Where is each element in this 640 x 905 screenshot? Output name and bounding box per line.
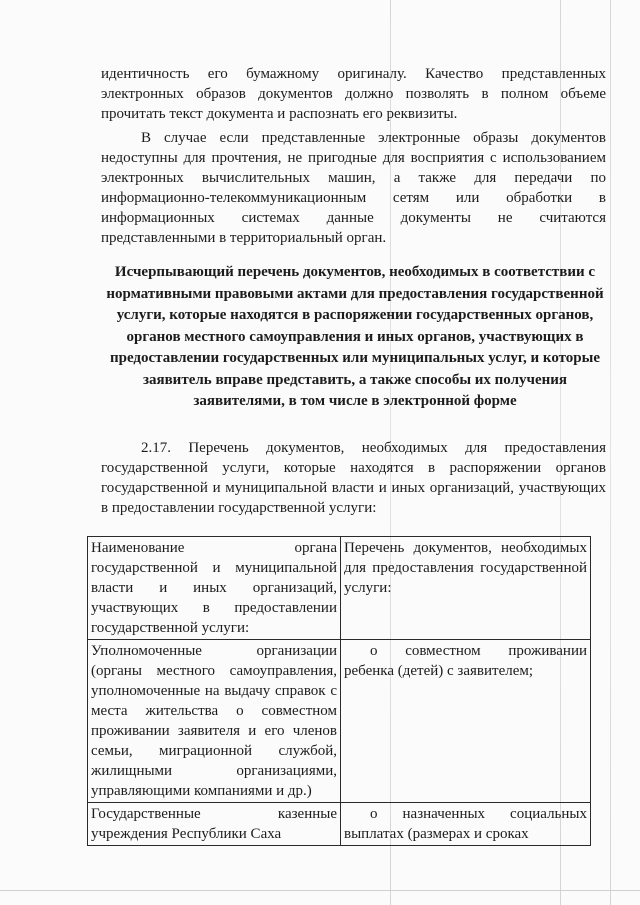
paragraph-2-17: 2.17. Перечень документов, необходимых для предоставления государственной услуги, которые находятся в распоряжении органов государственной и муниципальной власти и иных организаций, участвующих в предоставлении государственной услуги: bbox=[101, 440, 606, 516]
table-header-organ: Наименование органа государственной и муниципальной власти и иных организаций, участвующих в предоставлении государственной услуги: bbox=[88, 537, 341, 640]
section-heading: Исчерпывающий перечень документов, необходимых в соответствии с нормативными правовыми актами для предоставления государственной услуги, которые находятся в распоряжении государственных органов, органов местного самоуправления и иных органов, участвующих в предоставлении государственных или муниципальных услуг, и которые заявитель вправе представить, а также способы их получения заявителями, в том числе в электронной форме bbox=[106, 264, 604, 409]
table-cell-documents: о совместном проживании ребенка (детей) с заявителем; bbox=[341, 640, 591, 803]
page-bottom-edge bbox=[0, 890, 640, 891]
paragraph-unreadable-documents: В случае если представленные электронные образы документов недоступны для прочтения, не пригодные для восприятия с использованием электронных вычислительных машин, а также для передачи по информационно-телекоммуникационным сетям или обработки в информационных системах данные документы не считаются представленными в территориальный орган. bbox=[101, 130, 606, 246]
table-cell-organ: Уполномоченные организации (органы местного самоуправления, уполномоченные на выдачу справок с места жительства о совместном проживании заявителя и его членов семьи, миграционной службой, жилищными организациями, управляющими компаниями и др.) bbox=[88, 640, 341, 803]
table-row bbox=[88, 803, 591, 846]
paragraph-document-identity: идентичность его бумажному оригиналу. Качество представленных электронных образов документов должно позволять в полном объеме прочитать текст документа и распознать его реквизиты. bbox=[101, 66, 606, 122]
page-fold-line bbox=[610, 0, 611, 905]
table-row bbox=[88, 640, 591, 803]
table-cell-organ: Государственные казенные учреждения Республики Саха bbox=[88, 803, 341, 846]
table-cell-documents: о назначенных социальных выплатах (размерах и сроках bbox=[341, 803, 591, 846]
table-header-row bbox=[88, 537, 591, 640]
table-header-documents: Перечень документов, необходимых для предоставления государственной услуги: bbox=[341, 537, 591, 640]
documents-table bbox=[87, 536, 591, 846]
